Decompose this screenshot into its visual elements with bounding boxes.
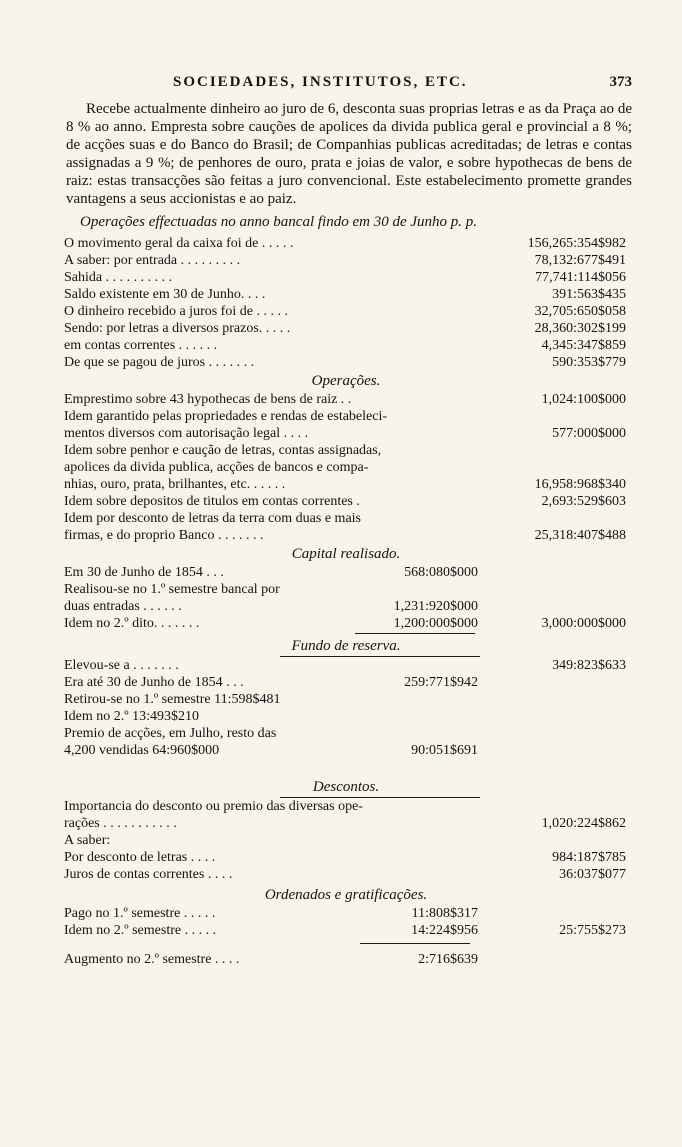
- capital-table: [60, 564, 632, 632]
- table-row: Elevou-se a . . . . . . . 349:823$633: [64, 658, 626, 673]
- table-row: apolices da divida publica, acções de bancos e compa-: [64, 460, 369, 475]
- table-row: Sendo: por letras a diversos prazos. . . . . 28,360:302$199: [64, 321, 626, 336]
- table-row: em contas correntes . . . . . . 4,345:347$859: [64, 338, 626, 353]
- document-page: [60, 70, 632, 968]
- divider: [360, 943, 470, 944]
- table-row: Emprestimo sobre 43 hypothecas de bens de raiz . . 1,024:100$000: [64, 392, 626, 407]
- table-row: Idem sobre penhor e caução de letras, contas assignadas,: [64, 443, 382, 458]
- table-row: O movimento geral da caixa foi de . . . . . 156,265:354$982: [64, 236, 626, 251]
- table-row: Idem sobre depositos de titulos em contas correntes . 2,693:529$603: [64, 494, 626, 509]
- table-row: duas entradas . . . . . . 1,231:920$000: [64, 599, 478, 614]
- table-row: A saber: por entrada . . . . . . . . . 78,132:677$491: [64, 253, 626, 268]
- intro-paragraph: [66, 100, 632, 208]
- table-row: Realisou-se no 1.º semestre bancal por: [64, 582, 280, 597]
- ops-title: Operações effectuadas no anno bancal findo em 30 de Junho p. p.: [80, 214, 478, 230]
- table-row: rações . . . . . . . . . . . 1,020:224$862: [64, 816, 626, 831]
- table-row: Juros de contas correntes . . . . 36:037$077: [64, 867, 626, 882]
- table-row: Por desconto de letras . . . . 984:187$785: [64, 850, 626, 865]
- table-row: O dinheiro recebido a juros foi de . . . . . 32,705:650$058: [64, 304, 626, 319]
- page-header: [60, 70, 632, 96]
- table-row: A saber:: [64, 833, 111, 848]
- ordenados-table: [60, 905, 632, 968]
- table-row: Idem no 2.º dito. . . . . . . 1,200:000$000 3,000:000$000: [64, 616, 626, 631]
- table-row: Em 30 de Junho de 1854 . . . 568:080$000: [64, 565, 478, 580]
- table-row: Idem no 2.º 13:493$210: [64, 709, 199, 724]
- table-row: Idem no 2.º semestre . . . . . 14:224$956 25:755$273: [64, 923, 626, 938]
- table-row: De que se pagou de juros . . . . . . . 590:353$779: [64, 355, 626, 370]
- table-row: Retirou-se no 1.º semestre 11:598$481: [64, 692, 281, 707]
- page-number: 373: [609, 74, 632, 90]
- section-title-fundo: Fundo de reserva.: [291, 638, 401, 654]
- table-row: Saldo existente em 30 de Junho. . . . 391:563$435: [64, 287, 626, 302]
- operacoes-table: [60, 391, 632, 544]
- divider: [355, 633, 475, 634]
- table-row: Importancia do desconto ou premio das diversas ope-: [64, 799, 363, 814]
- section-title-operacoes: Operações.: [311, 373, 381, 389]
- table-row: mentos diversos com autorisação legal . . . . 577:000$000: [64, 426, 626, 441]
- table-row: Sahida . . . . . . . . . . 77,741:114$056: [64, 270, 626, 285]
- table-row: 4,200 vendidas 64:960$000 90:051$691: [64, 743, 478, 758]
- intro-text: Recebe actualmente dinheiro ao juro de 6, desconta suas proprias letras e as da Praça ao de 8 % ao anno. Empresta sobre cauções de apolices da divida publica geral e provincial a 8 %; de acções suas e do Banco do Brasil; de Companhias publicas acreditadas; de letras e contas assignadas a 9 %; de penhores de ouro, prata e joias de valor, e sobre hypothecas de bens de raiz: estas transacções são feitas a juro convencional. Este estabelecimento promette grandes vantagens a seus accionistas e ao paiz.: [66, 101, 632, 207]
- table-row: Idem garantido pelas propriedades e rendas de estabeleci-: [64, 409, 388, 424]
- table-row-augment: Augmento no 2.º semestre . . . . 2:716$639: [64, 952, 478, 967]
- table-row: Premio de acções, em Julho, resto das: [64, 726, 277, 741]
- table-row: Era até 30 de Junho de 1854 . . . 259:771$942: [64, 675, 478, 690]
- table-row: Pago no 1.º semestre . . . . . 11:808$317: [64, 906, 478, 921]
- section-title-ordenados: Ordenados e gratificações.: [264, 887, 428, 903]
- fundo-table: [60, 657, 632, 759]
- table-row: Idem por desconto de letras da terra com duas e mais: [64, 511, 362, 526]
- table-row: firmas, e do proprio Banco . . . . . . . 25,318:407$488: [64, 528, 626, 543]
- running-title: SOCIEDADES, INSTITUTOS, ETC.: [173, 74, 468, 90]
- table-row: nhias, ouro, prata, brilhantes, etc. . . . . . 16,958:968$340: [64, 477, 626, 492]
- section-title-capital: Capital realisado.: [291, 546, 401, 562]
- descontos-table: [60, 798, 632, 883]
- section-title-descontos: Descontos.: [312, 779, 380, 795]
- ops-table: [60, 235, 632, 371]
